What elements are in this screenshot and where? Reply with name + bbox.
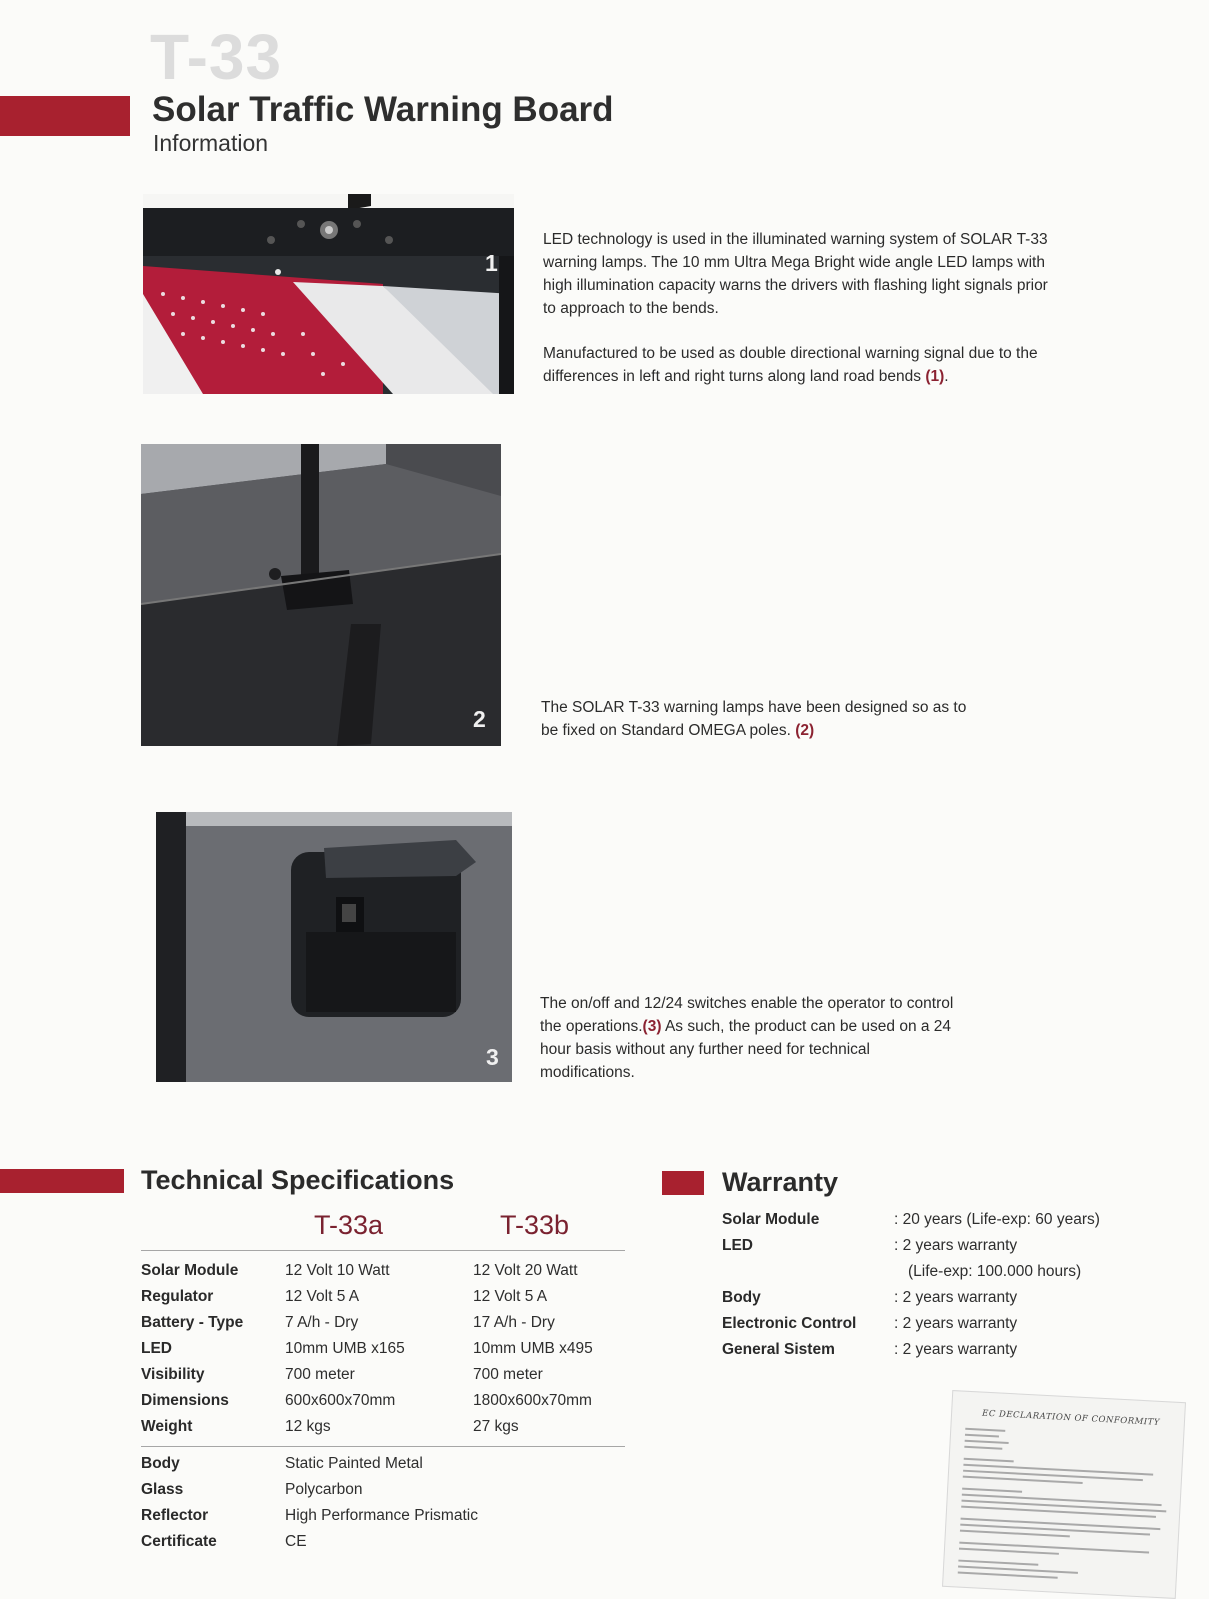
warranty-row bbox=[722, 1341, 1142, 1367]
spec-value: Polycarbon bbox=[285, 1481, 363, 1498]
info-paragraph bbox=[540, 992, 960, 1084]
warranty-value: : 2 years warranty bbox=[894, 1341, 1018, 1358]
page-title: Solar Traffic Warning Board bbox=[152, 90, 614, 129]
warranty-value: : 20 years (Life-exp: 60 years) bbox=[894, 1211, 1100, 1228]
spec-row bbox=[141, 1262, 621, 1288]
text-line bbox=[958, 1560, 1038, 1566]
warranty-row bbox=[722, 1211, 1142, 1237]
text-line bbox=[962, 1488, 1022, 1493]
spec-label: Weight bbox=[141, 1418, 193, 1435]
photo-number: 1 bbox=[485, 250, 498, 276]
figure-reference: (3) bbox=[642, 1018, 662, 1035]
spec-row bbox=[141, 1314, 621, 1340]
spec-value-a: 7 A/h - Dry bbox=[285, 1314, 359, 1331]
spec-label: Solar Module bbox=[141, 1262, 239, 1279]
warranty-value: : 2 years warranty bbox=[894, 1289, 1018, 1306]
warranty-value: : 2 years warranty bbox=[894, 1315, 1018, 1332]
info-text: As such, the product can be used on a 24 hour basis without any further need for technical modifications. bbox=[540, 1018, 952, 1081]
warranty-label: Body bbox=[722, 1289, 761, 1306]
model-number: T-33 bbox=[150, 21, 283, 93]
spec-label: LED bbox=[141, 1340, 172, 1357]
text-line bbox=[964, 1446, 1002, 1450]
spec-label: Battery - Type bbox=[141, 1314, 244, 1331]
text-line bbox=[959, 1548, 1059, 1555]
spec-value-b: 12 Volt 20 Watt bbox=[473, 1262, 578, 1279]
spec-value-a: 12 kgs bbox=[285, 1418, 331, 1435]
common-spec-row bbox=[141, 1507, 621, 1533]
spec-label: Dimensions bbox=[141, 1392, 229, 1409]
spec-label: Visibility bbox=[141, 1366, 205, 1383]
warranty-row bbox=[722, 1315, 1142, 1341]
info-paragraph bbox=[541, 696, 981, 742]
info-text: Manufactured to be used as double directional warning signal due to the differences in left and right turns along land road bends bbox=[543, 345, 1038, 385]
declaration-title: EC DECLARATION OF CONFORMITY bbox=[981, 1408, 1161, 1428]
model-a-header: T-33a bbox=[314, 1210, 384, 1240]
spec-value-a: 600x600x70mm bbox=[285, 1392, 396, 1409]
text-line bbox=[964, 1458, 1014, 1463]
pole-mount-illustration bbox=[141, 444, 501, 746]
warranty-label: Solar Module bbox=[722, 1211, 820, 1228]
figure-reference: (1) bbox=[925, 368, 945, 385]
warranty-title: Warranty bbox=[722, 1167, 839, 1197]
spec-value-b: 700 meter bbox=[473, 1366, 543, 1383]
text-line bbox=[965, 1440, 1009, 1444]
warranty-value: (Life-exp: 100.000 hours) bbox=[908, 1263, 1082, 1280]
spec-value-b: 10mm UMB x495 bbox=[473, 1340, 593, 1357]
spec-value-a: 12 Volt 10 Watt bbox=[285, 1262, 390, 1279]
warranty-row bbox=[722, 1289, 1142, 1315]
photo-2-pole-mount bbox=[141, 444, 501, 746]
page-subtitle: Information bbox=[153, 130, 269, 156]
spec-value-a: 10mm UMB x165 bbox=[285, 1340, 405, 1357]
spec-value-a: 700 meter bbox=[285, 1366, 355, 1383]
tech-specs-title: Technical Specifications bbox=[141, 1165, 455, 1195]
led-panel-illustration bbox=[143, 194, 514, 394]
common-spec-row bbox=[141, 1481, 621, 1507]
spec-label: Glass bbox=[141, 1481, 184, 1498]
header-accent-bar bbox=[0, 96, 130, 136]
info-text: The on/off and 12/24 switches enable the operator to control the operations. bbox=[540, 995, 954, 1035]
spec-value: High Performance Prismatic bbox=[285, 1507, 478, 1524]
ec-declaration-document bbox=[942, 1390, 1186, 1599]
info-paragraph: LED technology is used in the illuminated warning system of SOLAR T-33 warning lamps. The 10 mm Ultra Mega Bright wide angle LED lamps with high illumination capacity warns the drivers with flashing light signals prior to approach to the bends. bbox=[543, 231, 1048, 317]
info-block-3 bbox=[540, 992, 960, 1106]
info-text: The SOLAR T-33 warning lamps have been designed so as to be fixed on Standard OMEGA poles. bbox=[541, 699, 967, 739]
spec-value-b: 17 A/h - Dry bbox=[473, 1314, 555, 1331]
spec-label: Regulator bbox=[141, 1288, 214, 1305]
spec-value-b: 1800x600x70mm bbox=[473, 1392, 592, 1409]
text-line bbox=[965, 1428, 1005, 1432]
info-block-2 bbox=[541, 696, 981, 764]
info-block-1 bbox=[543, 228, 1063, 410]
spec-value-a: 12 Volt 5 A bbox=[285, 1288, 360, 1305]
figure-reference: (2) bbox=[795, 722, 815, 739]
warranty-label: Electronic Control bbox=[722, 1315, 857, 1332]
spec-value-b: 12 Volt 5 A bbox=[473, 1288, 548, 1305]
warranty-label: LED bbox=[722, 1237, 753, 1254]
spec-row bbox=[141, 1340, 621, 1366]
spec-value: Static Painted Metal bbox=[285, 1455, 423, 1472]
spec-label: Certificate bbox=[141, 1533, 217, 1550]
text-line bbox=[960, 1530, 1070, 1538]
spec-row bbox=[141, 1418, 621, 1444]
spec-value-b: 27 kgs bbox=[473, 1418, 519, 1435]
info-paragraph: Manufactured to be used as double directional warning signal due to the differences in left and right turns along land road bends (1). bbox=[543, 345, 1038, 385]
spec-row bbox=[141, 1366, 621, 1392]
common-spec-row bbox=[141, 1533, 621, 1559]
photo-3-switch-box bbox=[156, 812, 512, 1082]
warranty-accent-bar bbox=[662, 1171, 704, 1195]
photo-number: 3 bbox=[486, 1044, 499, 1070]
warranty-label: General Sistem bbox=[722, 1341, 835, 1358]
spec-value: CE bbox=[285, 1533, 307, 1550]
model-b-header: T-33b bbox=[500, 1210, 570, 1240]
switch-box-illustration bbox=[156, 812, 512, 1082]
spec-row bbox=[141, 1288, 621, 1314]
photo-1-led-panel bbox=[143, 194, 514, 394]
spec-label: Body bbox=[141, 1455, 180, 1472]
spec-divider-top bbox=[141, 1250, 625, 1251]
text-line bbox=[958, 1572, 1058, 1579]
warranty-row bbox=[722, 1237, 1142, 1263]
warranty-row bbox=[722, 1263, 1142, 1289]
spec-row bbox=[141, 1392, 621, 1418]
warranty-value: : 2 years warranty bbox=[894, 1237, 1018, 1254]
common-spec-row bbox=[141, 1455, 621, 1481]
spec-divider-bottom bbox=[141, 1446, 625, 1447]
text-line bbox=[965, 1434, 999, 1438]
tech-specs-accent-bar bbox=[0, 1169, 124, 1193]
photo-number: 2 bbox=[473, 706, 486, 732]
spec-label: Reflector bbox=[141, 1507, 209, 1524]
